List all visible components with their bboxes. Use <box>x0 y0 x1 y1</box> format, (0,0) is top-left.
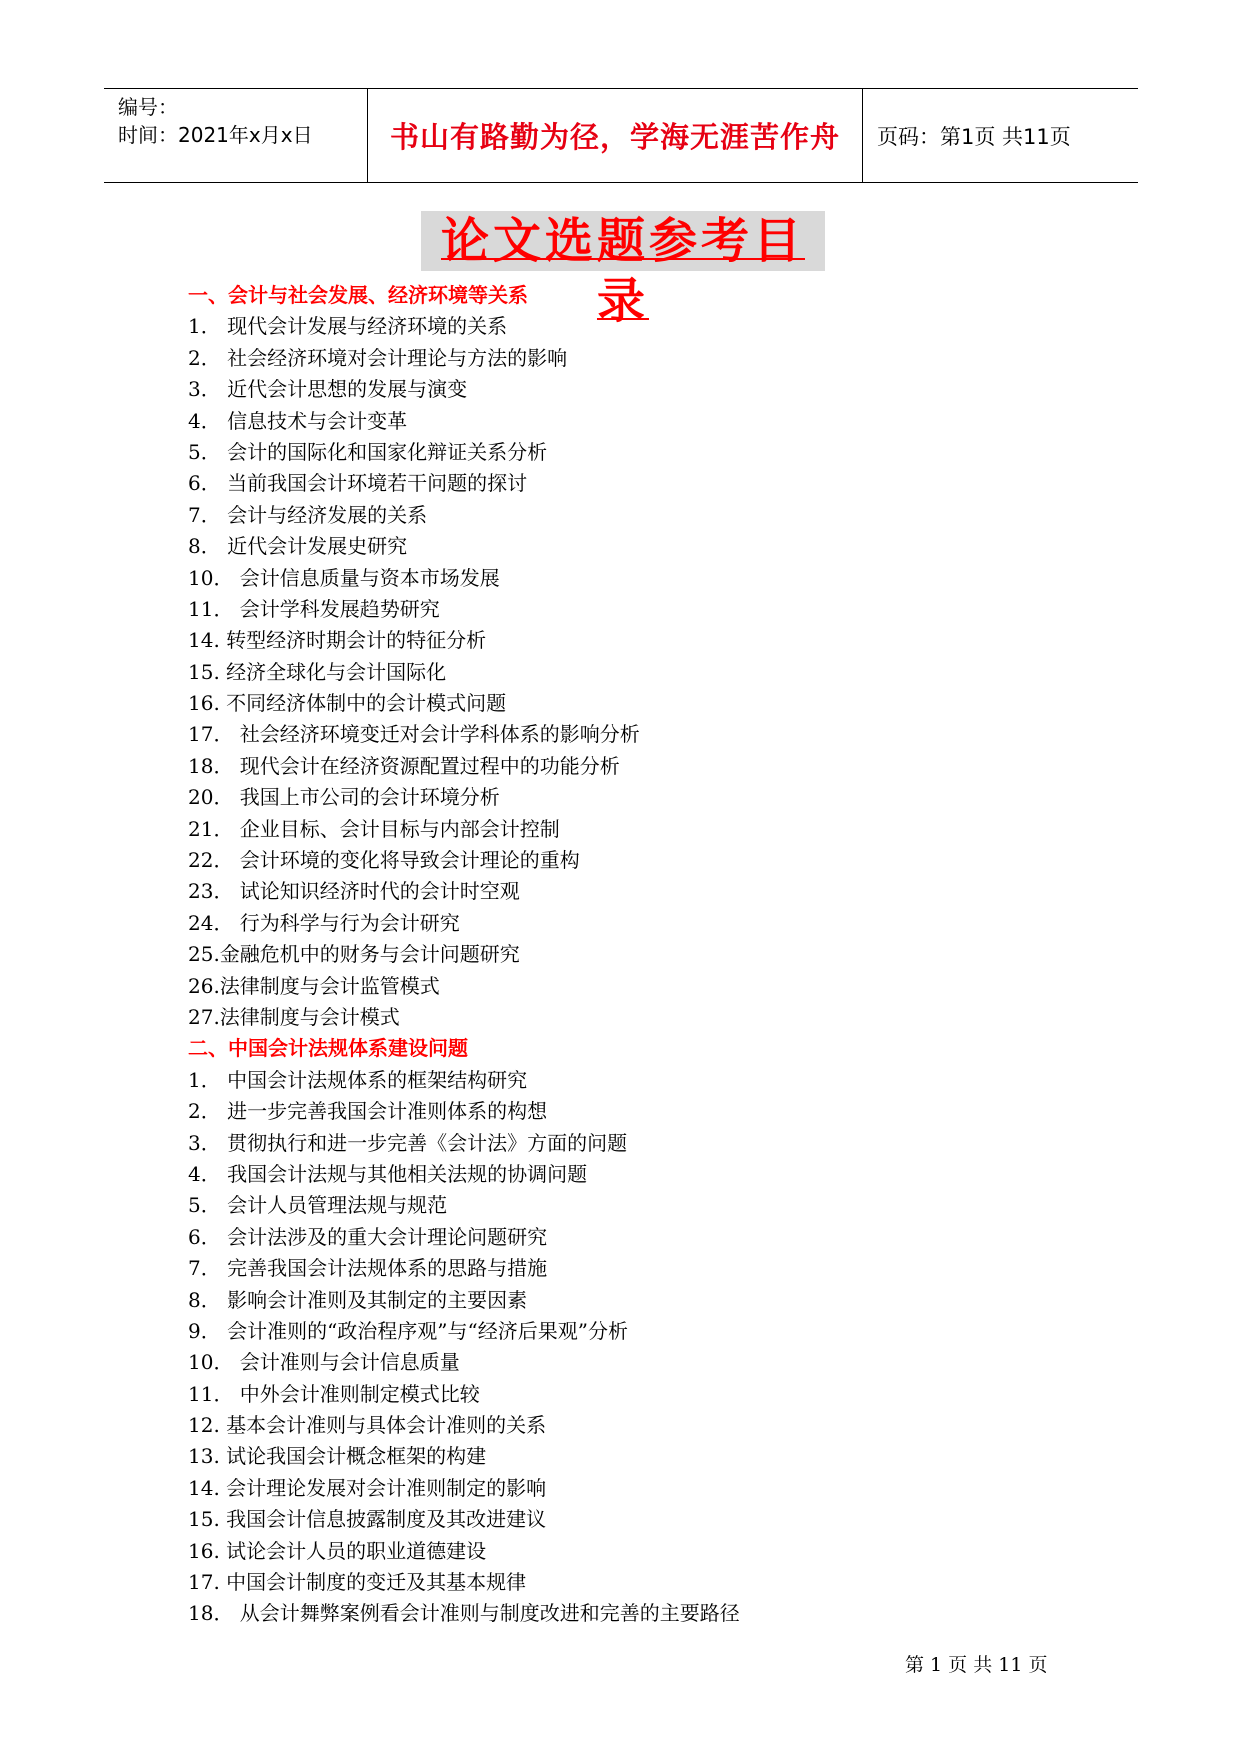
header-left-cell <box>104 89 368 182</box>
topic-item: 10． 会计准则与会计信息质量 <box>188 1350 460 1375</box>
topic-item: 22． 会计环境的变化将导致会计理论的重构 <box>188 848 580 873</box>
topic-item: 6． 会计法涉及的重大会计理论问题研究 <box>188 1224 548 1249</box>
topic-item: 8． 影响会计准则及其制定的主要因素 <box>188 1287 528 1312</box>
topic-item: 9． 会计准则的“政治程序观”与“经济后果观”分析 <box>188 1318 628 1343</box>
topic-item: 15. 我国会计信息披露制度及其改进建议 <box>188 1507 547 1532</box>
topic-item: 24． 行为科学与行为会计研究 <box>188 910 460 935</box>
topic-item: 8． 近代会计发展史研究 <box>188 534 408 559</box>
topic-item: 4． 信息技术与会计变革 <box>188 408 408 433</box>
topic-item: 1． 现代会计发展与经济环境的关系 <box>188 314 508 339</box>
topic-item: 10． 会计信息质量与资本市场发展 <box>188 565 500 590</box>
topic-item: 7． 完善我国会计法规体系的思路与措施 <box>188 1256 548 1281</box>
topic-item: 14. 会计理论发展对会计准则制定的影响 <box>188 1475 547 1500</box>
topic-item: 20． 我国上市公司的会计环境分析 <box>188 785 500 810</box>
topic-item: 16. 不同经济体制中的会计模式问题 <box>188 691 507 716</box>
motto: 书山有路勤为径，学海无涯苦作舟 <box>389 120 840 154</box>
page-footer: 第 1 页 共 11 页 <box>905 1654 1048 1676</box>
topic-item: 1． 中国会计法规体系的框架结构研究 <box>188 1067 528 1092</box>
topic-item: 27.法律制度与会计模式 <box>188 1004 400 1029</box>
topic-item: 13. 试论我国会计概念框架的构建 <box>188 1444 487 1469</box>
topic-item: 14. 转型经济时期会计的特征分析 <box>188 628 487 653</box>
topic-item: 2． 进一步完善我国会计准则体系的构想 <box>188 1099 548 1124</box>
page-info: 页码：第1页 共11页 <box>877 124 1071 149</box>
topic-item: 7． 会计与经济发展的关系 <box>188 502 428 527</box>
header-right-cell <box>863 89 1138 182</box>
header-table <box>104 88 1138 183</box>
topic-item: 3． 近代会计思想的发展与演变 <box>188 377 468 402</box>
topic-item: 4． 我国会计法规与其他相关法规的协调问题 <box>188 1161 588 1186</box>
topic-item: 18． 从会计舞弊案例看会计准则与制度改进和完善的主要路径 <box>188 1601 740 1626</box>
header-mid-cell <box>368 89 863 182</box>
document-title: 论文选题参考目录 <box>421 211 825 271</box>
topic-item: 5． 会计人员管理法规与规范 <box>188 1193 448 1218</box>
section-heading: 二、中国会计法规体系建设问题 <box>188 1036 468 1061</box>
serial-label: 编号： <box>118 95 178 119</box>
topic-item: 16. 试论会计人员的职业道德建设 <box>188 1538 487 1563</box>
document-body <box>188 280 1088 1630</box>
topic-item: 17． 社会经济环境变迁对会计学科体系的影响分析 <box>188 722 640 747</box>
topic-item: 15. 经济全球化与会计国际化 <box>188 659 447 684</box>
topic-item: 25.金融危机中的财务与会计问题研究 <box>188 942 520 967</box>
topic-item: 18． 现代会计在经济资源配置过程中的功能分析 <box>188 753 620 778</box>
topic-item: 21． 企业目标、会计目标与内部会计控制 <box>188 816 560 841</box>
topic-item: 12. 基本会计准则与具体会计准则的关系 <box>188 1413 547 1438</box>
date-line: 时间：2021年x月x日 <box>118 123 313 147</box>
topic-item: 11． 中外会计准则制定模式比较 <box>188 1381 480 1406</box>
topic-item: 6． 当前我国会计环境若干问题的探讨 <box>188 471 528 496</box>
topic-item: 26.法律制度与会计监管模式 <box>188 973 440 998</box>
topic-item: 3． 贯彻执行和进一步完善《会计法》方面的问题 <box>188 1130 628 1155</box>
topic-item: 23． 试论知识经济时代的会计时空观 <box>188 879 520 904</box>
topic-item: 5． 会计的国际化和国家化辩证关系分析 <box>188 439 548 464</box>
topic-item: 2． 社会经济环境对会计理论与方法的影响 <box>188 345 568 370</box>
section-heading: 一、会计与社会发展、经济环境等关系 <box>188 283 528 307</box>
topic-item: 11． 会计学科发展趋势研究 <box>188 596 440 621</box>
topic-item: 17. 中国会计制度的变迁及其基本规律 <box>188 1570 527 1595</box>
